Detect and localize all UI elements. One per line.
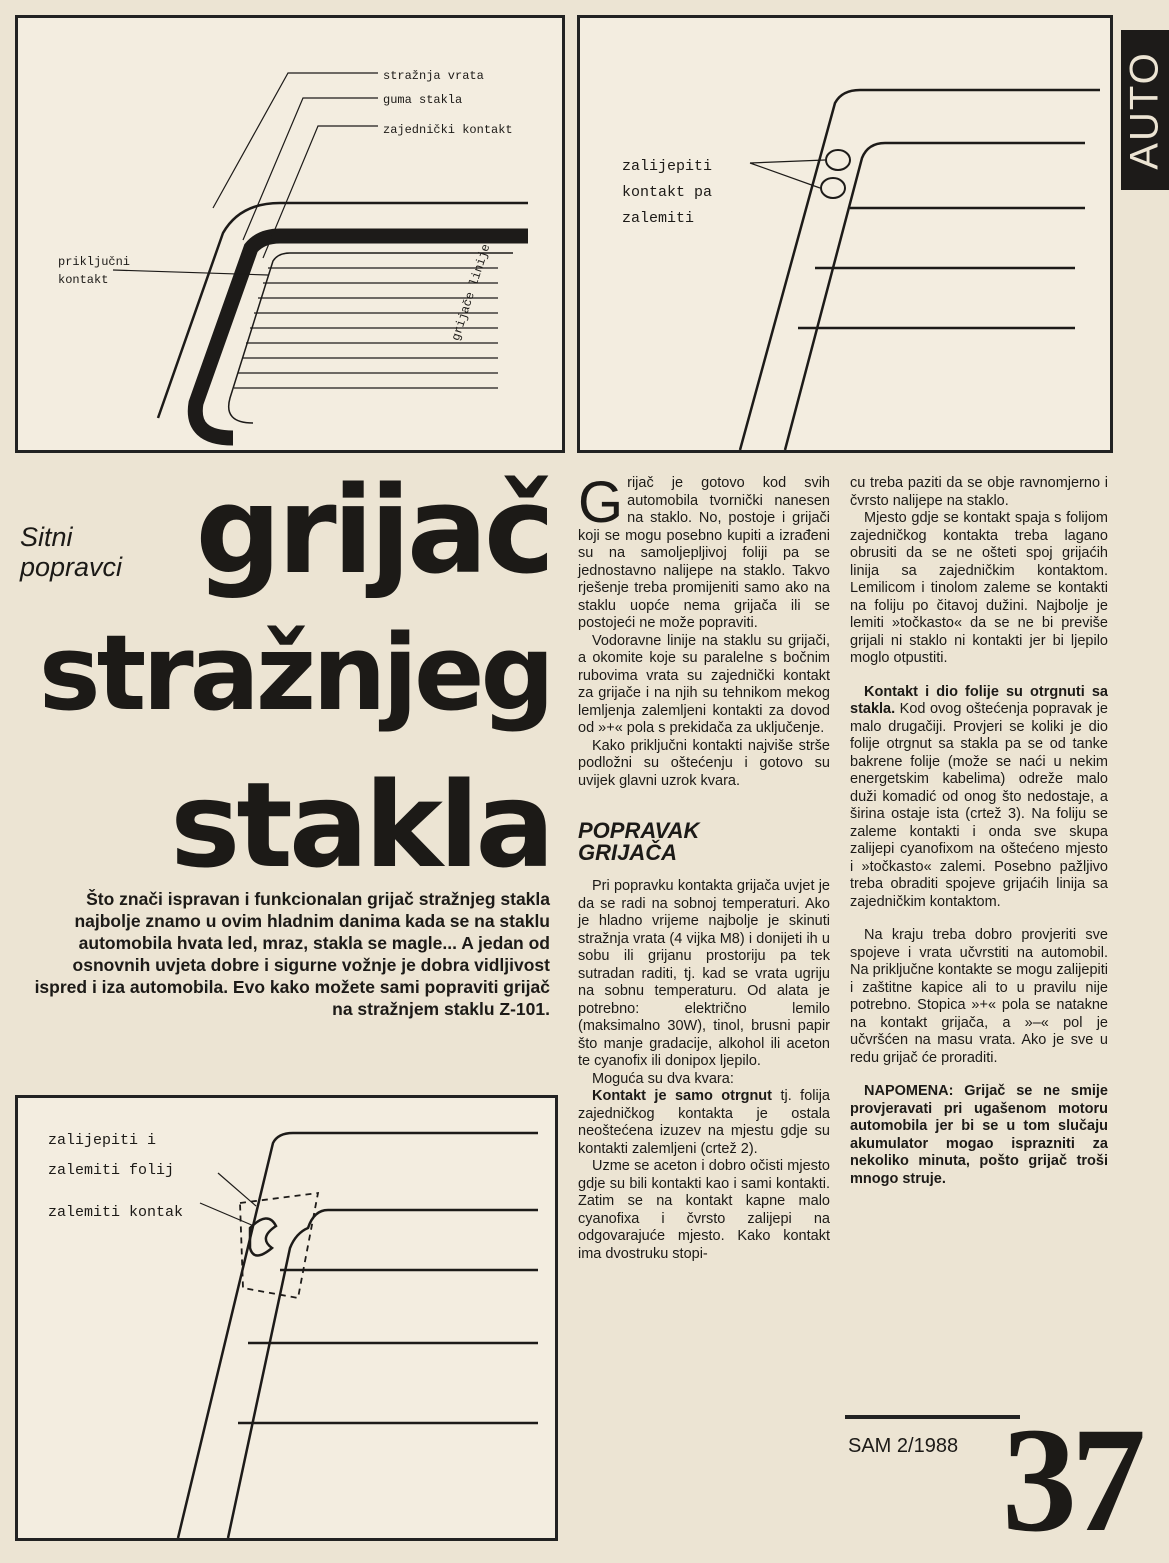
kicker-line-1: Sitni [20, 522, 73, 552]
label-connection-contact-2: kontakt [58, 273, 109, 287]
contact-detail-drawing [580, 18, 1110, 450]
headline-line-3: stakla [170, 756, 551, 894]
page-number: 37 [1002, 1397, 1140, 1563]
paragraph: Kontakt je samo otrgnut tj. folija zajedničkog kontakta je ostala neoštećena izuzev na mjestu gdje su kontakti zalemljeni (crtež 2). [578, 1088, 830, 1157]
paragraph: Pri popravku kontakta grijača uvjet je da se radi na sobnoj temperaturi. Ako je hladno vrijeme najbolje je skinuti stražnja vrata (4 vijka M8) i donijeti ih u sobu ili grijanu prostoriju pa tek sutradan raditi, tj. kad se vrata ugriju na sobnu temperaturu. Od alata je potrebno: električno lemilo (maksimalno 30W), tinol, brusni papir što manje gradacije, alkohol ili aceton te cyanofix ili donipox ljepilo. [578, 878, 830, 1069]
label-glue-contact-2: kontakt pa [622, 184, 713, 201]
article-lead: Što znači ispravan i funkcionalan grijač stražnjeg stakla najbolje znamo u ovim hladnim danima kada se na staklu automobila hvata led, mraz, stakla se magle... A jedan od osnovnih uvjeta dobre i sigurne vožnje je dobra vidljivost ispred i iza automobila. Evo kako možete sami popraviti grijač na stražnjem staklu Z-101. [34, 889, 550, 1019]
paragraph-note: NAPOMENA: Grijač se ne smije provjeravati pri ugašenom motoru automobila jer bi se u tom slučaju akumulator mogao isprazniti za nekoliko minuta, pošto grijač troši mnogo struje. [850, 1083, 1108, 1187]
section-tab [1121, 30, 1169, 190]
label-heater-lines: grijače linije [448, 242, 494, 343]
footer-rule [845, 1415, 1020, 1419]
label-glue-solder-1: zalijepiti i [48, 1132, 157, 1149]
issue-label: SAM 2/1988 [848, 1435, 959, 1457]
article-column-2 [850, 475, 1108, 1188]
paragraph: Moguća su dva kvara: [592, 1070, 734, 1087]
paragraph: cu treba paziti da se obje ravnomjerno i čvrsto nalijepe na staklo. [850, 475, 1108, 509]
subheading: POPRAVAK GRIJAČA [578, 818, 700, 865]
paragraph: Kontakt i dio folije su otrgnuti sa stakla. Kod ovog oštećenja popravak je malo drugačiji. Provjeri se koliki je dio folije otrgnut sa stakla pa se od tanke bakrene folije (može se naći u nekim energetskim kabelima) odreže malo duži komadić od onog što nedostaje, a širina ostaje ista (crtež 3). Na foliju se zaleme kontakti i onda sve skupa zalijepi cyanofixom na oštećeno mjesto i »točkasto« zalemi. Posebno pažljivo treba obraditi spojeve grijaćih linija sa zajedničkim kontaktom. [850, 683, 1108, 910]
paragraph: Vodoravne linije na staklu su grijači, a okomite koje su paralelne s bočnim rubovima vrata su zajednički kontakt za grijače i na njih su tehnikom mekog lemljenja zalemljeni kontakti za dovod od »+« pola s prekidača za uključenje. [578, 632, 830, 736]
figure-contact-detail-diagram [577, 15, 1113, 453]
article-kicker [20, 522, 200, 582]
paragraph: Grijač je gotovo kod svih automobila tvornički nanesen na staklo. No, postoje i grijači koji se mogu posebno kupiti a izrađeni su na samoljepljivoj foliji pa se jednostavno nalijepe na staklo. Takvo rješenje treba promijeniti samo ako na staklu uopće nema grijača ili se postojeći ne može popraviti. [578, 470, 830, 631]
kicker-line-2: popravci [20, 552, 123, 582]
label-rear-door: stražnja vrata [383, 69, 484, 83]
figure-foil-repair-diagram [15, 1095, 558, 1541]
label-glass-rubber: guma stakla [383, 93, 463, 107]
paragraph: Uzme se aceton i dobro očisti mjesto gdje su bili kontakti kao i sami kontakti. Zatim se na kontakt kapne malo cyanofixa i čvrsto zalijepi na odgovarajuće mjesto. Kako kontakt ima dvostruku stopi- [578, 1158, 830, 1262]
paragraph: Mjesto gdje se kontakt spaja s folijom zajedničkog kontakta treba lagano obrusiti da se ne ošteti spoj grijaćih linija sa zajedničkim kontaktom. Lemilicom i tinolom zaleme se kontakti na foliju po čitavoj dužini. Najbolje je lemiti »točkasto« da se ne bi previše grijali ni staklo ni kontakti jer bi ljepilo moglo otpustiti. [850, 510, 1108, 666]
article-column-1 [578, 470, 830, 1263]
section-tab-label: AUTO [1122, 50, 1167, 170]
paragraph: Na kraju treba dobro provjeriti sve spojeve i vrata učvrstiti na automobil. Na priključne kontakte se mogu zalijepiti i zaštitne kapice ali to u pravilu nije potrebno. Stopica »+« pola se natakne na kontakt grijača, a »–« pol je učvršćen na masu vrata. Ako je sve u redu grijač će proraditi. [850, 927, 1108, 1066]
label-connection-contact-1: priključni [58, 255, 131, 269]
headline-line-1: grijač [195, 462, 551, 601]
label-solder-contact: zalemiti kontak [48, 1204, 184, 1221]
label-common-contact: zajednički kontakt [383, 123, 513, 137]
headline-line-2: stražnjeg [38, 612, 551, 734]
paragraph: Kako priključni kontakti najviše strše podložni su oštećenju i gotovo su uvijek glavni uzrok kvara. [578, 737, 830, 789]
label-glue-contact-3: zalemiti [622, 210, 695, 227]
figure-rear-window-diagram [15, 15, 565, 453]
label-glue-contact-1: zalijepiti [622, 158, 713, 175]
label-glue-solder-2: zalemiti folij [48, 1162, 175, 1179]
drop-cap: G [578, 470, 624, 535]
